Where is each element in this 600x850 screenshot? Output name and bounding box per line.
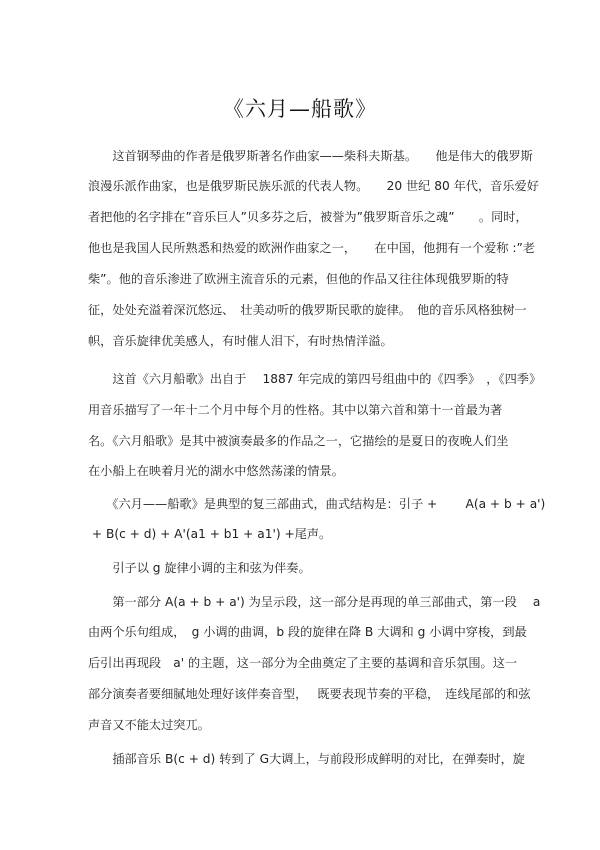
text-line: 者把他的名字排在”音乐巨人”贝多芬之后，被誉为”俄罗斯音乐之魂” 。同时， [88,210,528,224]
text-line: 浪漫乐派作曲家，也是俄罗斯民族乐派的代表人物。 20 世纪 80 年代，音乐爱好 [88,179,539,193]
text-line: 名。《六月船歌》是其中被演奏最多的作品之一，它描绘的是夏日的夜晚人们坐 [88,434,509,448]
text-line: + B(c + d) + A'(a1 + b1 + a1') +尾声。 [88,527,332,541]
text-line: 引子以 g 旋律小调的主和弦为伴奏。 [88,561,311,575]
text-line: 这首钢琴曲的作者是俄罗斯著名作曲家——柴科夫斯基。 他是伟大的俄罗斯 [88,149,533,163]
text-line: 在小船上在映着月光的湖水中悠然荡漾的情景。 [88,464,344,478]
text-line: 这首《六月船歌》出自于 1887 年完成的第四号组曲中的《四季》 ，《四季》 [88,372,542,386]
text-line: 用音乐描写了一年十二个月中每个月的性格。其中以第六首和第十一首最为著 [88,403,503,417]
page-title: 《六月—船歌》 [223,97,377,121]
text-line: 部分演奏者要细腻地处理好该伴奏音型， 既要表现节奏的平稳， 连线尾部的和弦 [88,687,531,701]
text-line: 征，处处充溢着深沉悠远、 壮美动听的俄罗斯民歌的旋律。 他的音乐风格独树一 [88,303,527,317]
text-line: 后引出再现段 a' 的主题，这一部分为全曲奠定了主要的基调和音乐氛围。这一 [88,656,518,670]
text-line: 《六月——船歌》是典型的复三部曲式，曲式结构是：引子 + A(a + b + a') [88,497,546,511]
text-line: 插部音乐 B(c + d) 转到了 G大调上，与前段形成鲜明的对比，在弹奏时，旋 [88,752,525,766]
text-line: 声音又不能太过突兀。 [88,718,210,732]
text-line: 柴”。他的音乐渗进了欧洲主流音乐的元素，但他的作品又往往体现俄罗斯的特 [88,272,509,286]
text-line: 他也是我国人民所熟悉和热爱的欧洲作曲家之一， 在中国，他拥有一个爱称 :”老 [88,241,535,255]
text-line: 帜，音乐旋律优美感人，有时催人泪下，有时热情洋溢。 [88,334,393,348]
text-line: 由两个乐句组成， g 小调的曲调，b 段的旋律在降 B 大调和 g 小调中穿梭，到最 [88,625,527,639]
text-line: 第一部分 A(a + b + a') 为呈示段，这一部分是再现的单三部曲式，第一段 a [88,595,541,609]
